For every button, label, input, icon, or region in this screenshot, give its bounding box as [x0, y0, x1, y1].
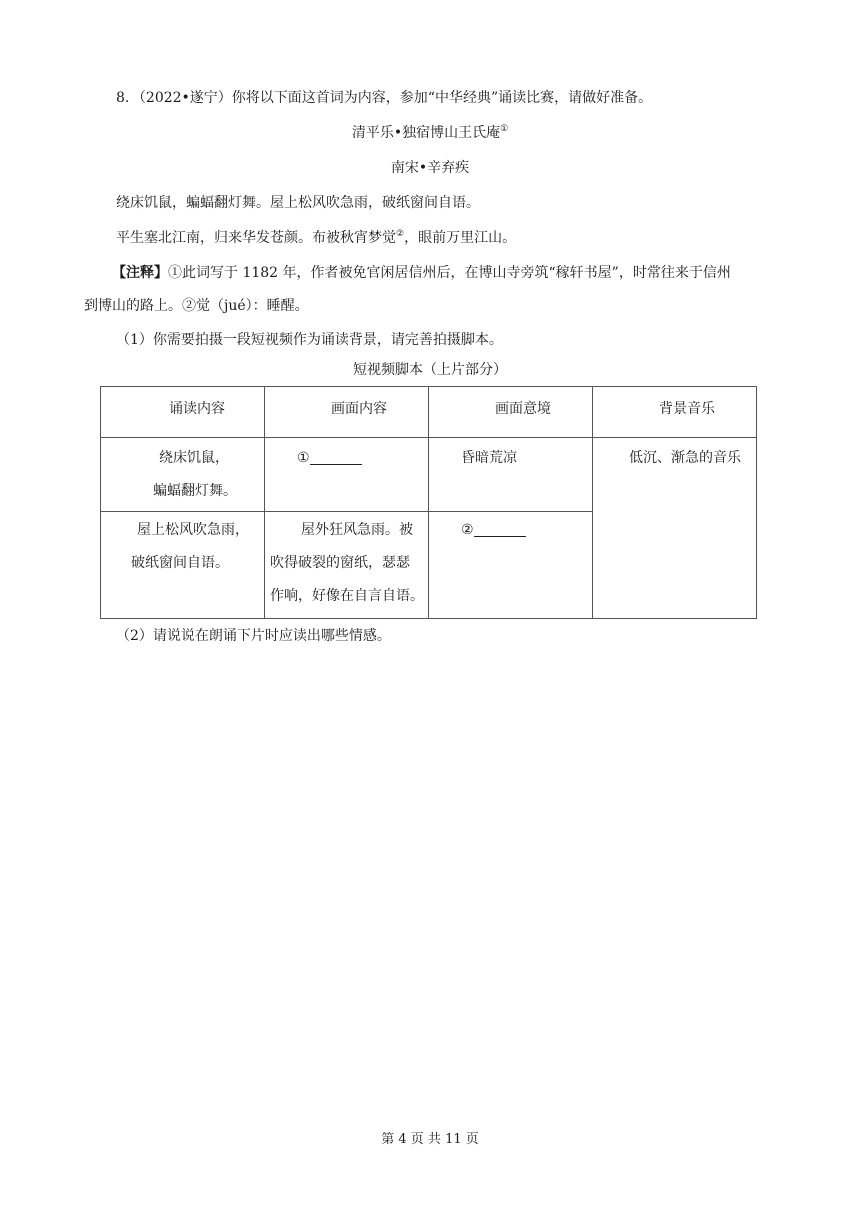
music-text: 低沉、渐急的音乐 — [629, 450, 741, 466]
poem-title-text: 清平乐•独宿博山王氏庵 — [351, 125, 501, 141]
footnote-mark-2: ② — [396, 229, 405, 239]
row2-scene-cell — [265, 512, 429, 619]
header-cell-music: 背景音乐 — [593, 387, 757, 438]
row2-content-line-a: 屋上松风吹急雨， — [137, 522, 249, 538]
music-cell — [593, 438, 757, 619]
table-title: 短视频脚本（上片部分） — [353, 362, 507, 378]
answer-blank-1[interactable] — [310, 450, 362, 465]
footnote-mark-1: ① — [500, 124, 509, 134]
row1-scene-cell — [265, 438, 429, 512]
page-footer: 第 4 页 共 11 页 — [381, 1132, 479, 1147]
answer-blank-2[interactable] — [474, 522, 526, 537]
poem-line-1: 绕床饥鼠，蝙蝠翻灯舞。屋上松风吹急雨，破纸窗间自语。 — [116, 195, 480, 211]
table-header-row — [101, 387, 757, 438]
header-cell-mood: 画面意境 — [429, 387, 593, 438]
table-row — [101, 438, 757, 512]
note-label: 【注释】 — [112, 265, 168, 281]
page-total: 11 — [445, 1132, 462, 1147]
blank-mark-1: ① — [297, 450, 310, 466]
row1-mood-cell — [429, 438, 593, 512]
row2-scene-line-b: 吹得破裂的窗纸，瑟瑟 — [270, 555, 410, 571]
row2-scene-line-c: 作响，好像在自言自语。 — [270, 588, 424, 604]
script-table — [100, 386, 757, 619]
row2-scene-line-a: 屋外狂风急雨。被 — [301, 522, 413, 538]
poem-line-2 — [116, 228, 516, 248]
row2-content-line-b: 破纸窗间自语。 — [131, 555, 229, 571]
page-number: 4 — [398, 1132, 407, 1147]
row2-mood-cell — [429, 512, 593, 619]
row1-content-cell — [101, 438, 265, 512]
question-stem: 8．（2022•遂宁）你将以下面这首词为内容，参加“中华经典”诵读比赛，请做好准备。 — [116, 90, 653, 106]
note-line-1 — [112, 263, 731, 283]
note-line-2: 到博山的路上。②觉（jué）：睡醒。 — [84, 298, 309, 314]
poem-title — [0, 123, 860, 143]
row1-content-line-a: 绕床饥鼠， — [159, 450, 229, 466]
poem-author: 南宋•辛弃疾 — [390, 160, 470, 176]
header-cell-scene: 画面内容 — [265, 387, 429, 438]
poem-line-2-part-b: ，眼前万里江山。 — [404, 230, 517, 246]
row2-content-cell — [101, 512, 265, 619]
blank-mark-2: ② — [461, 522, 474, 538]
note-text-1: ①此词写于 1182 年，作者被免官闲居信州后，在博山寺旁筑“稼轩书屋”，时常往来于信州 — [168, 265, 731, 281]
row1-mood-text: 昏暗荒凉 — [461, 450, 517, 466]
row1-content-line-b: 蝙蝠翻灯舞。 — [153, 483, 237, 499]
poem-line-2-part-a: 平生塞北江南，归来华发苍颜。布被秋宵梦觉 — [116, 230, 396, 246]
header-cell-content: 诵读内容 — [101, 387, 265, 438]
sub-question-2: （2）请说说在朗诵下片时应读出哪些情感。 — [116, 628, 391, 644]
sub-question-1: （1）你需要拍摄一段短视频作为诵读背景，请完善拍摄脚本。 — [116, 332, 503, 348]
